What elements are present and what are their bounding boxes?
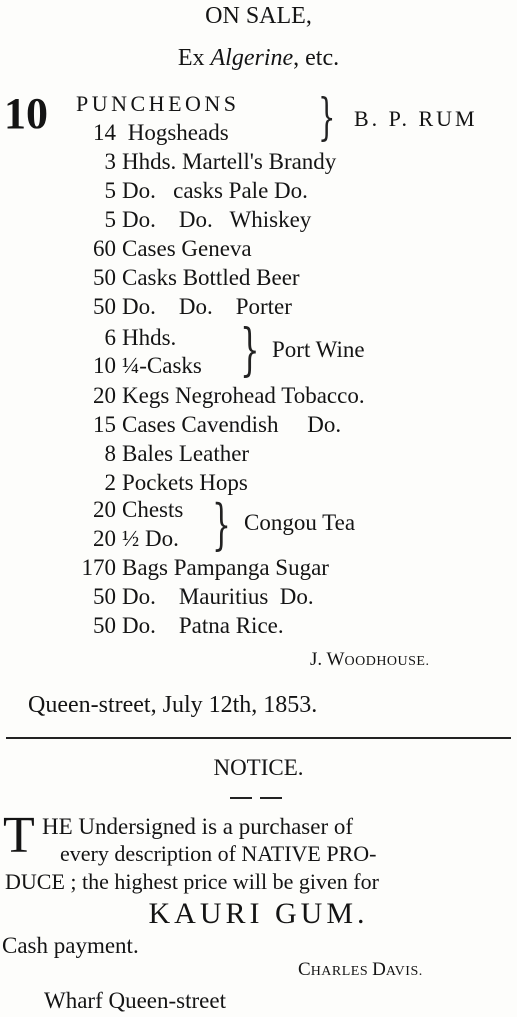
signature-rest: HARLES bbox=[310, 964, 373, 979]
item-text: Chests bbox=[122, 497, 184, 522]
item-row bbox=[80, 442, 249, 465]
tea-label: Congou Tea bbox=[244, 510, 356, 535]
item-row bbox=[86, 179, 308, 202]
signature-initial: C bbox=[298, 959, 311, 980]
item-text: Do. casks Pale Do. bbox=[122, 178, 308, 203]
item-text: Cases Cavendish Do. bbox=[122, 412, 342, 437]
item-row bbox=[80, 326, 176, 349]
tea-brace: } bbox=[212, 493, 231, 556]
item-row bbox=[86, 150, 336, 173]
signature-rest: OODHOUSE. bbox=[344, 654, 430, 669]
item-text: ¼-Casks bbox=[122, 353, 202, 378]
item-qty: 50 bbox=[93, 584, 116, 609]
item-text: Cases Geneva bbox=[122, 236, 252, 261]
item-text: Do. Mauritius Do. bbox=[122, 584, 314, 609]
lead-item: PUNCHEONS bbox=[76, 91, 240, 116]
item-qty: 2 bbox=[104, 470, 116, 495]
item-text: Hogsheads bbox=[127, 120, 229, 145]
item-text: ½ Do. bbox=[122, 526, 179, 551]
ex-ship-line bbox=[0, 46, 517, 70]
item-text: Do. Do. Whiskey bbox=[122, 207, 312, 232]
item-qty: 5 bbox=[104, 207, 116, 232]
signature-woodhouse bbox=[310, 650, 429, 669]
item-text: Bags Pampanga Sugar bbox=[122, 555, 329, 580]
item-qty: 3 bbox=[104, 149, 116, 174]
item-qty: 6 bbox=[104, 325, 116, 350]
notice-line-3: DUCE ; the highest price will be given for bbox=[5, 869, 379, 894]
item-qty: 15 bbox=[93, 412, 116, 437]
item-row bbox=[66, 614, 284, 637]
signature-initial: D bbox=[372, 959, 386, 980]
item-qty: 60 bbox=[93, 236, 116, 261]
item-row bbox=[86, 266, 300, 289]
signature-davis bbox=[298, 960, 423, 979]
item-row bbox=[66, 556, 329, 579]
address-line: Wharf Queen-street bbox=[44, 988, 226, 1013]
ship-name: Algerine bbox=[210, 45, 294, 71]
short-rule-left bbox=[230, 797, 252, 799]
item-text: Pockets Hops bbox=[122, 470, 248, 495]
item-text: Bales Leather bbox=[122, 441, 250, 466]
item-row bbox=[66, 585, 314, 608]
notice-line-2: every description of NATIVE PRO- bbox=[60, 841, 377, 866]
item-qty: 170 bbox=[81, 555, 116, 580]
short-rule-right bbox=[260, 797, 282, 799]
item-row bbox=[80, 413, 341, 436]
item-row bbox=[80, 384, 365, 407]
section-divider bbox=[6, 737, 511, 739]
item-text: Do. Do. Porter bbox=[122, 294, 292, 319]
item-qty: 50 bbox=[93, 294, 116, 319]
rum-label: B. P. RUM bbox=[354, 106, 478, 131]
kauri-gum-headline: KAURI GUM. bbox=[148, 897, 369, 930]
ex-prefix: Ex bbox=[177, 45, 205, 71]
ex-suffix: , etc. bbox=[293, 45, 340, 71]
item-row bbox=[80, 498, 183, 521]
item-text: Hhds. Martell's Brandy bbox=[122, 149, 337, 174]
item-row bbox=[80, 527, 179, 550]
item-qty: 20 bbox=[93, 526, 116, 551]
item-qty: 50 bbox=[93, 613, 116, 638]
item-row bbox=[86, 121, 229, 144]
item-qty: 20 bbox=[93, 383, 116, 408]
item-qty: 50 bbox=[93, 265, 116, 290]
dateline: Queen-street, July 12th, 1853. bbox=[28, 692, 318, 718]
item-qty: 10 bbox=[93, 353, 116, 378]
item-row bbox=[80, 471, 248, 494]
notice-heading: NOTICE. bbox=[213, 755, 304, 780]
notice-line-1: HE Undersigned is a purchaser of bbox=[42, 814, 354, 839]
port-wine-brace: } bbox=[240, 318, 260, 383]
signature-initial: J. W bbox=[310, 649, 345, 670]
drop-cap: T bbox=[3, 807, 35, 864]
signature-rest: AVIS. bbox=[385, 964, 423, 979]
lead-quantity: 10 bbox=[4, 89, 48, 138]
rum-brace: } bbox=[318, 88, 336, 146]
port-wine-label: Port Wine bbox=[272, 337, 365, 362]
item-row bbox=[80, 354, 202, 377]
item-qty: 5 bbox=[104, 178, 116, 203]
item-qty: 14 bbox=[93, 120, 116, 145]
item-text: Casks Bottled Beer bbox=[122, 265, 300, 290]
item-row bbox=[86, 295, 292, 318]
item-row bbox=[86, 208, 311, 231]
item-text: Hhds. bbox=[122, 325, 177, 350]
item-text: Kegs Negrohead Tobacco. bbox=[122, 383, 365, 408]
ad-heading-on-sale: ON SALE, bbox=[205, 3, 312, 29]
item-qty: 20 bbox=[93, 497, 116, 522]
item-text: Do. Patna Rice. bbox=[122, 613, 284, 638]
item-row bbox=[86, 237, 252, 260]
notice-line-4: Cash payment. bbox=[2, 933, 139, 958]
item-qty: 8 bbox=[104, 441, 116, 466]
